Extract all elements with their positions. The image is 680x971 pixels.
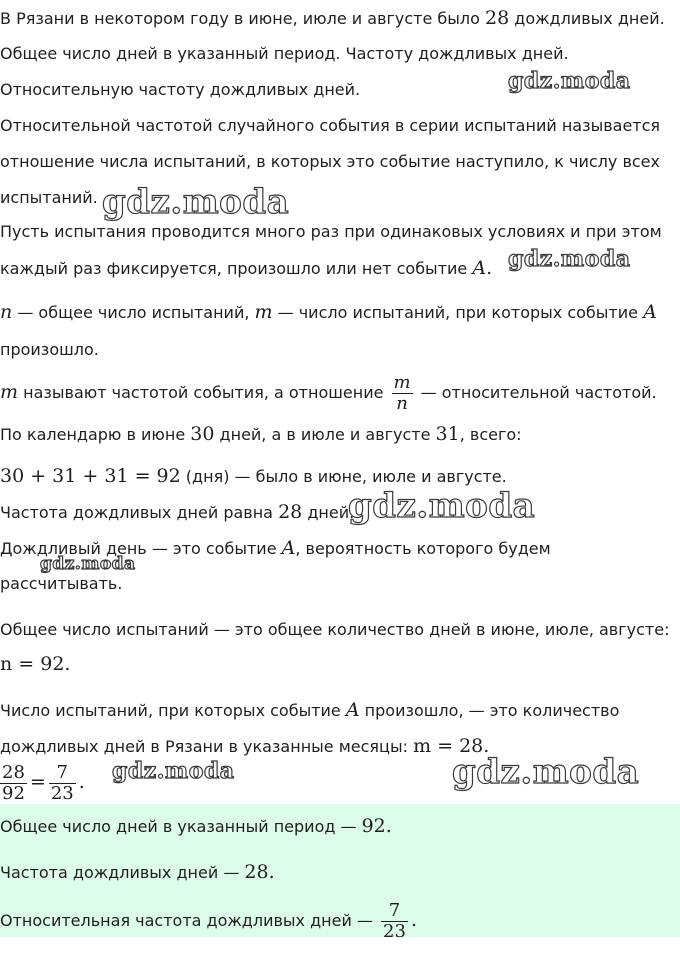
answer-line <box>0 898 417 943</box>
numerator: m <box>393 372 411 393</box>
denominator: 23 <box>383 921 406 942</box>
text: — число испытаний, при которых событие <box>272 303 644 322</box>
calc-line <box>0 466 507 487</box>
fraction-7-23 <box>49 763 76 804</box>
calc-line <box>0 700 619 721</box>
variable: A <box>281 537 296 559</box>
text: В Рязани в некотором году в июне, июле и августе было <box>0 9 486 28</box>
equals-sign: = <box>29 771 46 793</box>
text: Частота дождливых дней — <box>0 863 245 882</box>
watermark: gdz.moda <box>508 246 631 272</box>
text: дождливых дней в Рязани в указанные месяцы: <box>0 737 414 756</box>
answer-box <box>0 804 680 942</box>
problem-line <box>0 8 665 29</box>
text: дней, а в июле и августе <box>214 425 436 444</box>
definition-line: произошло. <box>0 340 99 359</box>
punct: . <box>486 257 493 279</box>
question-line: Относительную частоту дождливых дней. <box>0 80 361 99</box>
answer-line <box>0 816 392 837</box>
punct: . <box>78 771 85 793</box>
question-line: Общее число дней в указанный период. Частоту дождливых дней. <box>0 44 569 63</box>
definition-line <box>0 258 492 279</box>
calc-line: Общее число испытаний — это общее количество дней в июне, июле, августе: <box>0 620 670 639</box>
text: произошло, — это количество <box>359 701 620 720</box>
definition-line <box>0 370 657 415</box>
denominator: n <box>392 393 413 414</box>
variable: m <box>254 301 273 323</box>
watermark: gdz.moda <box>508 68 631 94</box>
variable: n <box>0 301 13 323</box>
text: (дня) — было в июне, июле и августе. <box>180 467 507 486</box>
text: , вероятность которого будем <box>295 539 551 558</box>
text: — общее число испытаний, <box>12 303 255 322</box>
equation-n <box>0 654 70 674</box>
calc-line <box>0 736 489 757</box>
variable: A <box>345 699 360 721</box>
text: По календарю в июне <box>0 425 191 444</box>
calc-line <box>0 424 522 445</box>
fraction-m-n <box>392 373 413 414</box>
watermark: gdz.moda <box>102 182 290 222</box>
fraction-7-23 <box>381 901 408 942</box>
equation: m = 28. <box>413 735 490 757</box>
variable: A <box>472 257 487 279</box>
fraction-28-92 <box>0 763 27 804</box>
calc-line <box>0 502 354 523</box>
watermark: gdz.moda <box>112 758 235 784</box>
number: 28 <box>278 501 303 523</box>
number: 92. <box>361 815 392 837</box>
definition-line: отношение числа испытаний, в которых это событие наступило, к числу всех <box>0 152 660 171</box>
text: Общее число дней в указанный период — <box>0 817 362 836</box>
watermark: gdz.moda <box>452 752 640 792</box>
equation: 30 + 31 + 31 = 92 <box>0 465 181 487</box>
definition-line: Относительной частотой случайного события в серии испытаний называется <box>0 116 661 135</box>
number: 28 <box>485 7 510 29</box>
denominator: 92 <box>2 783 25 804</box>
answer-line <box>0 862 275 883</box>
text: дней. <box>302 503 355 522</box>
punct: . <box>410 909 417 931</box>
number: 31 <box>435 423 460 445</box>
text: Дождливый день — это событие <box>0 539 282 558</box>
variable: A <box>643 301 657 323</box>
variable: m <box>0 381 19 403</box>
text: , всего: <box>459 425 522 444</box>
number: 30 <box>190 423 215 445</box>
numerator: 28 <box>2 762 25 783</box>
denominator: 23 <box>50 783 74 804</box>
fraction-equation <box>0 760 85 805</box>
definition-line: Пусть испытания проводится много раз при одинаковых условиях и при этом <box>0 222 662 241</box>
text: Относительная частота дождливых дней — <box>0 911 379 930</box>
text: — относительной частотой. <box>415 383 657 402</box>
text: называют частотой события, а отношение <box>18 383 389 402</box>
watermark: gdz.moda <box>40 554 136 574</box>
watermark: gdz.moda <box>348 486 536 526</box>
text: дождливых дней. <box>509 9 665 28</box>
calc-line: рассчитывать. <box>0 574 123 593</box>
numerator: 7 <box>388 900 401 921</box>
number: 28. <box>244 861 275 883</box>
text: каждый раз фиксируется, произошло или нет событие <box>0 259 473 278</box>
text: Частота дождливых дней равна <box>0 503 279 522</box>
definition-line <box>0 302 657 323</box>
text: Число испытаний, при которых событие <box>0 701 346 720</box>
definition-line: испытаний. <box>0 188 98 207</box>
equation: n = 92. <box>0 653 71 675</box>
numerator: 7 <box>56 762 68 783</box>
